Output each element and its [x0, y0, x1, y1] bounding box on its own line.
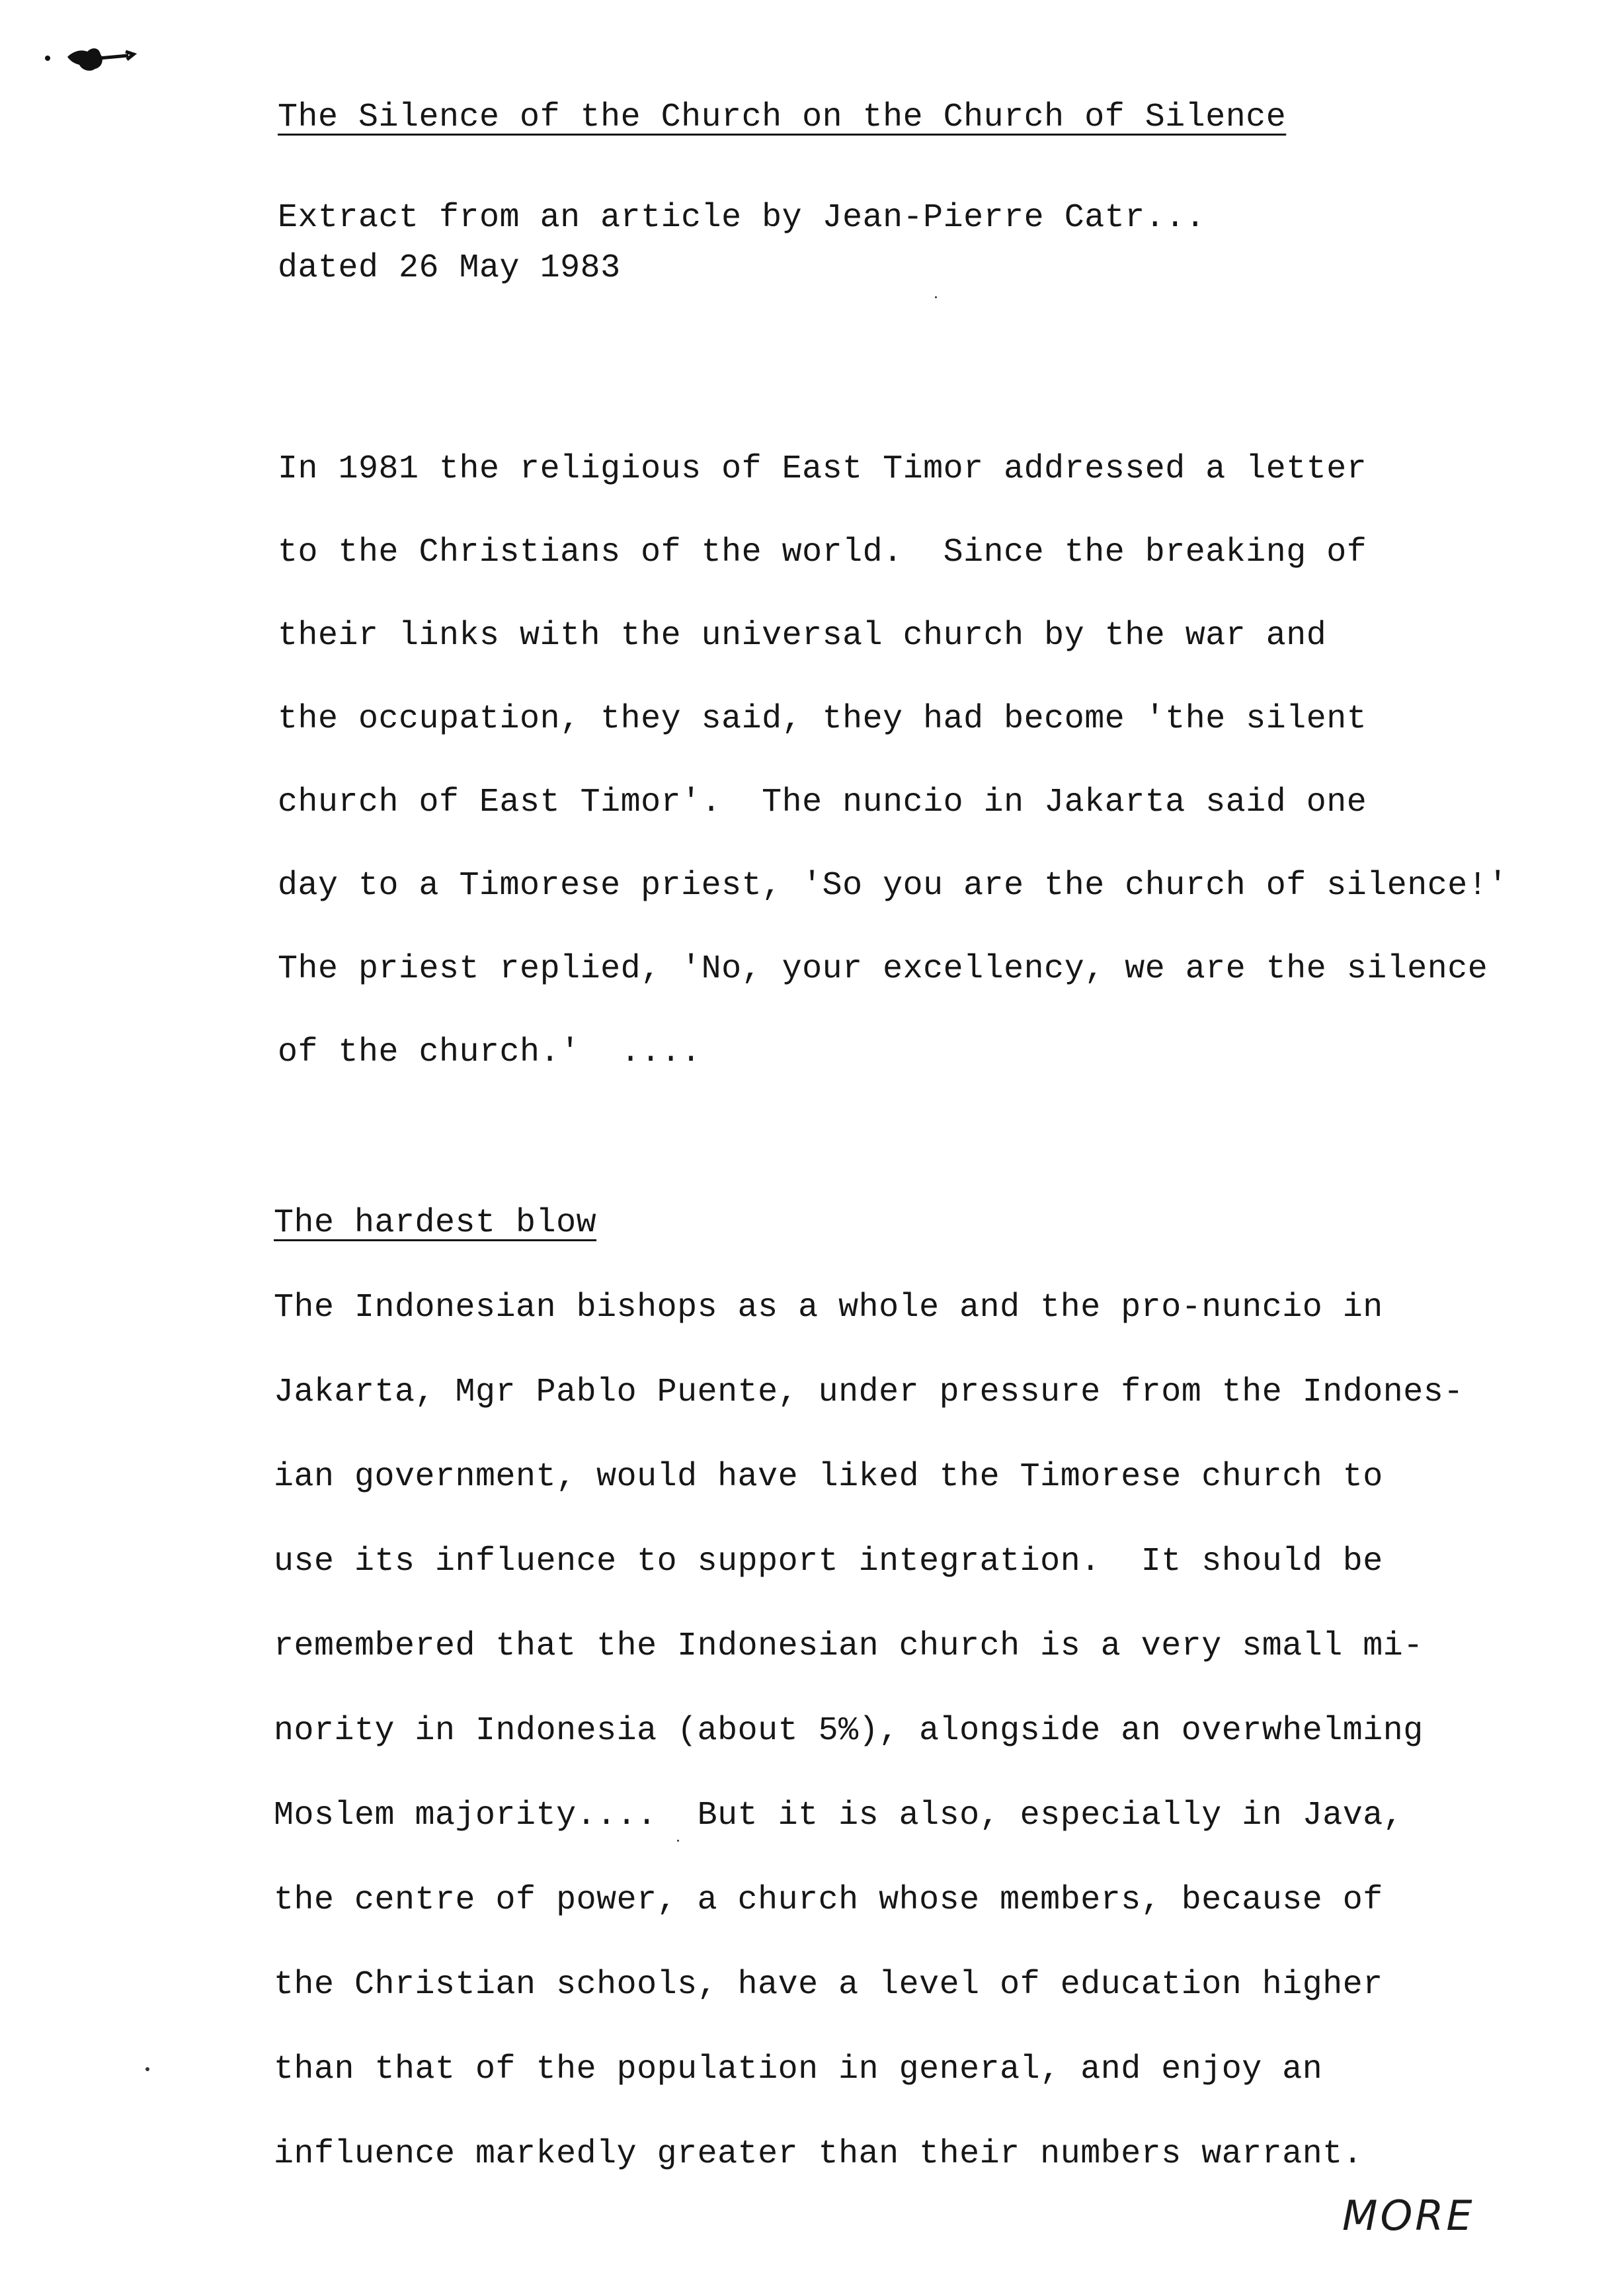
paragraph-line: The Indonesian bishops as a whole and the pro-nuncio in: [274, 1289, 1383, 1327]
paragraph-line: nority in Indonesia (about 5%), alongside an overwhelming: [274, 1712, 1424, 1750]
paragraph-line: remembered that the Indonesian church is a very small mi-: [274, 1627, 1424, 1665]
paragraph-line: In 1981 the religious of East Timor addressed a letter: [278, 450, 1367, 488]
paragraph-line: ian government, would have liked the Timorese church to: [274, 1458, 1383, 1496]
paragraph-line: of the church.' ....: [278, 1034, 702, 1071]
paragraph-line: to the Christians of the world. Since the breaking of: [278, 534, 1367, 571]
paragraph-line: the Christian schools, have a level of education higher: [274, 1966, 1383, 2004]
paragraph-line: the occupation, they said, they had become 'the silent: [278, 700, 1367, 738]
paragraph-line: Moslem majority.... But it is also, especially in Java,: [274, 1797, 1404, 1834]
stray-dot: [677, 1840, 679, 1842]
paragraph-line: the centre of power, a church whose members, because of: [274, 1881, 1383, 1919]
stray-dot: [935, 296, 937, 298]
source-line: Extract from an article by Jean-Pierre Catr...: [278, 199, 1206, 237]
paragraph-line: than that of the population in general, and enjoy an: [274, 2051, 1323, 2088]
paragraph-line: The priest replied, 'No, your excellency, we are the silence: [278, 950, 1488, 988]
paragraph-line: Jakarta, Mgr Pablo Puente, under pressure from the Indones-: [274, 1374, 1464, 1411]
paragraph-line: use its influence to support integration. It should be: [274, 1543, 1383, 1580]
section-heading: The hardest blow: [274, 1204, 597, 1242]
document-title: The Silence of the Church on the Church of Silence: [278, 99, 1287, 136]
ink-mark-icon: [41, 40, 140, 74]
paragraph-line: day to a Timorese priest, 'So you are the church of silence!': [278, 867, 1508, 905]
paragraph-line: church of East Timor'. The nuncio in Jakarta said one: [278, 784, 1367, 821]
handwritten-note: MORE: [1342, 2192, 1475, 2240]
paragraph-line: their links with the universal church by the war and: [278, 617, 1327, 655]
date-line: dated 26 May 1983: [278, 249, 621, 287]
paragraph-line: influence markedly greater than their numbers warrant.: [274, 2135, 1363, 2173]
stray-dot: [145, 2067, 149, 2071]
